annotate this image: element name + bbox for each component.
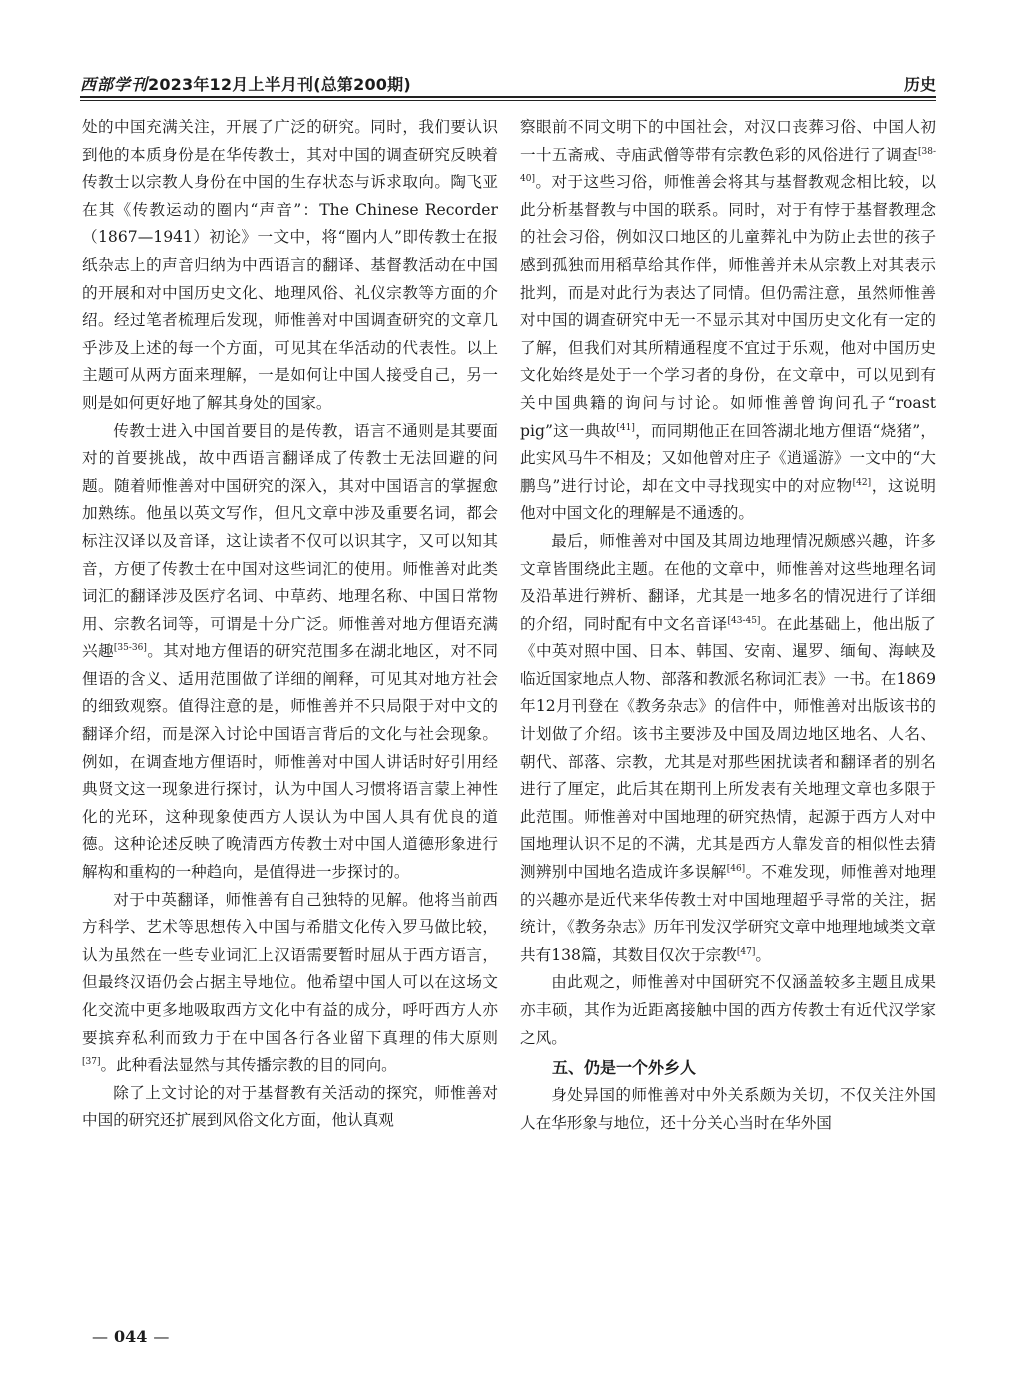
citation-ref: [46] [726, 864, 746, 875]
paragraph-text: 察眼前不同文明下的中国社会，对汉口丧葬习俗、中国人初一十五斋戒、寺庙武僧等带有宗教色彩的风俗进行了调查 [520, 118, 936, 164]
journal-title [80, 72, 411, 95]
paragraph [520, 114, 936, 528]
paragraph-text: 。在此基础上，他出版了《中英对照中国、日本、韩国、安南、暹罗、缅甸、海峡及临近国家地点人物、部落和教派名称词汇表》一书。在1869年12月刊登在《教务杂志》的信件中，师惟善对出版该书的计划做了介绍。该书主要涉及中国及周边地区地名、人名、朝代、部落、宗教，尤其是对那些困扰读者和翻译者的别名进行了厘定，此后其在期刊上所发表有关地理文章也多限于此范围。师惟善对中国地理的研究热情，起源于西方人对中国地理认识不足的不满，尤其是西方人靠发音的相似性去猜测辨别中国地名造成许多误解 [520, 614, 936, 882]
paragraph [82, 1080, 498, 1135]
paragraph-text: 。 [755, 945, 771, 964]
journal-issue: 2023年12月上半月刊(总第200期) [148, 75, 411, 94]
page-footer: — 044 — [92, 1327, 170, 1346]
left-column [82, 114, 498, 1135]
paragraph-text: ，而同期他正在回答湖北地方俚语“烧猪”，此实风马牛不相及；又如他曾对庄子《逍遥游》一文中的“大鹏鸟”进行讨论，却在文中寻找现实中的对应物 [520, 421, 936, 495]
citation-ref: [35-36] [113, 643, 147, 654]
section-heading: 五、仍是一个外乡人 [552, 1058, 697, 1078]
header-rule [80, 96, 936, 98]
paragraph-text: 。对于这些习俗，师惟善会将其与基督教观念相比较，以此分析基督教与中国的联系。同时，对于有悖于基督教理念的社会习俗，例如汉口地区的儿童葬礼中为防止去世的孩子感到孤独而用稻草给其作伴，师惟善并未从宗教上对其表示批判，而是对此行为表达了同情。但仍需注意，虽然师惟善对中国的调查研究中无一不显示其对中国历史文化有一定的了解，但我们对其所精通程度不宜过于乐观，他对中国历史文化始终是处于一个学习者的身份，在文章中，可以见到有关中国典籍的询问与讨论。如师惟善曾询问孔子“roast pig”这一典故 [520, 173, 936, 440]
paragraph [520, 969, 936, 1052]
paragraph-text: 。其对地方俚语的研究范围多在湖北地区，对不同俚语的含义、适用范围做了详细的阐释，可见其对地方社会的细致观察。值得注意的是，师惟善并不只局限于对中文的翻译介绍，而是深入讨论中国语言背后的文化与社会现象。例如，在调查地方俚语时，师惟善对中国人讲话时好引用经典贤文这一现象进行探讨，认为中国人习惯将语言蒙上神性化的光环，这种现象使西方人误认为中国人具有优良的道德。这种论述反映了晚清西方传教士对中国人道德形象进行解构和重构的一种趋向，是值得进一步探讨的。 [82, 642, 498, 882]
citation-ref: [37] [82, 1057, 101, 1068]
paragraph [520, 1082, 936, 1137]
paragraph-text: 。不难发现，师惟善对地理的兴趣亦是近代来华传教士对中国地理超乎寻常的关注，据统计，《教务杂志》历年刊发汉学研究文章中地理地域类文章共有138篇，其数目仅次于宗教 [520, 863, 936, 964]
section-label: 历史 [903, 75, 936, 94]
paragraph-text: ，这说明他对中国文化的理解是不通透的。 [520, 476, 936, 523]
paragraph-text: 。此种看法显然与其传播宗教的目的同向。 [100, 1056, 397, 1075]
paragraph-text: 最后，师惟善对中国及其周边地理情况颇感兴趣，许多文章皆围绕此主题。在他的文章中，师惟善对这些地理名词及沿革进行辨析、翻译，尤其是一地多名的情况进行了详细的介绍，同时配有中文名音译 [520, 531, 936, 633]
paragraph-text: 传教士进入中国首要目的是传教，语言不通则是其要面对的首要挑战，故中西语言翻译成了传教士无法回避的问题。随着师惟善对中国研究的深入，其对中国语言的掌握愈加熟练。他虽以英文写作，但凡文章中涉及重要名词，都会标注汉译以及音译，这让读者不仅可以识其字，又可以知其音，方便了传教士在中国对这些词汇的使用。师惟善对此类词汇的翻译涉及医疗名词、中草药、地理名称、中国日常物用、宗教名词等，可谓是十分广泛。师惟善对地方俚语充满兴趣 [82, 421, 498, 661]
running-header [80, 66, 936, 100]
paragraph [82, 887, 498, 1080]
header-rule-thin [80, 100, 936, 101]
paragraph [82, 114, 498, 418]
page-number: 044 [114, 1327, 148, 1346]
citation-ref: [42] [852, 477, 872, 488]
right-column-tail [520, 1082, 936, 1137]
citation-ref: [41] [616, 422, 635, 433]
paragraph-text: 处的中国充满关注，开展了广泛的研究。同时，我们要认识到他的本质身份是在华传教士，其对中国的调查研究反映着传教士以宗教人身份在中国的生存状态与诉求取向。陶飞亚在其《传教运动的圈内“声音”：The Chinese Recorder（1867—1941）初论》一文中，将“圈内人”即传教士在报纸杂志上的声音归纳为中西语言的翻译、基督教活动在中国的开展和对中国历史文化、地理风俗、礼仪宗教等方面的介绍。经过笔者梳理后发现，师惟善对中国调查研究的文章几乎涉及上述的每一个方面，可见其在华活动的代表性。以上主题可从两方面来理解，一是如何让中国人接受自己，另一则是如何更好地了解其身处的国家。 [82, 118, 498, 412]
paragraph-text: 身处异国的师惟善对中外关系颇为关切，不仅关注外国人在华形象与地位，还十分关心当时在华外国 [520, 1086, 936, 1132]
citation-ref: [38-40] [520, 146, 936, 185]
journal-logo: 西部学刊 [80, 75, 149, 94]
citation-ref: [43-45] [727, 615, 761, 626]
paragraph-text: 除了上文讨论的对于基督教有关活动的探究，师惟善对中国的研究还扩展到风俗文化方面，他认真观 [82, 1083, 498, 1130]
paragraph [520, 528, 936, 970]
right-column-body [520, 114, 936, 1052]
paragraph [82, 418, 498, 887]
citation-ref: [47] [736, 946, 756, 957]
right-column [520, 114, 936, 1137]
paragraph-text: 由此观之，师惟善对中国研究不仅涵盖较多主题且成果亦丰硕，其作为近距离接触中国的西方传教士有近代汉学家之风。 [520, 973, 936, 1047]
paragraph-text: 对于中英翻译，师惟善有自己独特的见解。他将当前西方科学、艺术等思想传入中国与希腊文化传入罗马做比较，认为虽然在一些专业词汇上汉语需要暂时屈从于西方语言，但最终汉语仍会占据主导地位。他希望中国人可以在这场文化交流中更多地吸取西方文化中有益的成分，呼吁西方人亦要摈弃私利而致力于在中国各行各业留下真理的伟大原则 [82, 890, 498, 1047]
